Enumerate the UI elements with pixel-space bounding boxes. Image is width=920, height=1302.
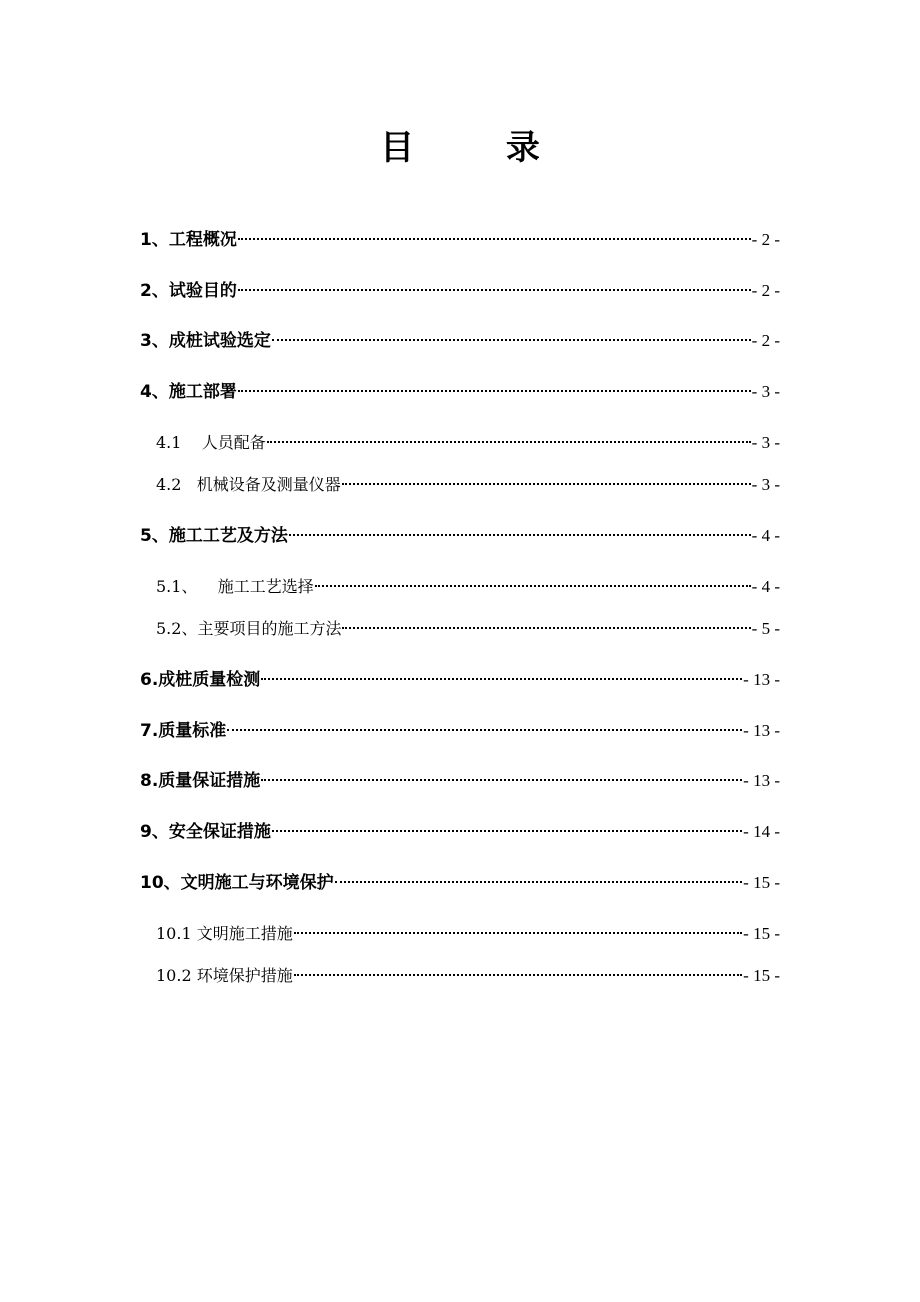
toc-entry[interactable] [140, 524, 780, 548]
toc-entry-label: 10.1 文明施工措施 [156, 924, 293, 943]
toc-entry-label: 3、成桩试验选定 [140, 331, 271, 351]
toc-entry[interactable] [156, 575, 780, 599]
toc-entry[interactable] [140, 279, 780, 303]
toc-entry-label: 4.1 人员配备 [156, 433, 266, 452]
toc-page-number: - 5 - [751, 619, 780, 638]
toc-dot-leader [238, 289, 751, 291]
toc-dot-leader [342, 627, 750, 629]
toc-page-number: - 13 - [743, 670, 780, 689]
toc-page-number: - 3 - [751, 382, 780, 401]
toc-entry-label: 10、文明施工与环境保护 [140, 873, 334, 893]
toc-page-number: - 2 - [751, 331, 780, 350]
toc-entry[interactable] [156, 473, 780, 497]
toc-dot-leader [267, 441, 751, 443]
toc-entry[interactable] [140, 668, 780, 692]
toc-entry[interactable] [156, 431, 780, 455]
toc-page-number: - 4 - [751, 577, 780, 596]
toc-entry-label: 9、安全保证措施 [140, 822, 271, 842]
toc-dot-leader [335, 881, 743, 883]
toc-dot-leader [272, 830, 742, 832]
toc-dot-leader [272, 339, 751, 341]
toc-page-number: - 2 - [751, 230, 780, 249]
toc-page-number: - 13 - [743, 771, 780, 790]
toc-entry[interactable] [140, 380, 780, 404]
toc-entry[interactable] [140, 719, 780, 743]
toc-entry[interactable] [156, 964, 780, 988]
toc-dot-leader [238, 390, 751, 392]
toc-entry-label: 5.2、主要项目的施工方法 [156, 619, 342, 638]
toc-entry-label: 10.2 环境保护措施 [156, 966, 293, 985]
toc-entry-label: 6.成桩质量检测 [140, 670, 261, 690]
toc-entry[interactable] [156, 922, 780, 946]
toc-entry[interactable] [140, 820, 780, 844]
toc-page-number: - 13 - [743, 721, 780, 740]
toc-entry-label: 5.1、 施工工艺选择 [156, 577, 314, 596]
toc-dot-leader [342, 483, 751, 485]
toc-dot-leader [289, 534, 751, 536]
toc-dot-leader [227, 729, 742, 731]
toc-entry-label: 4.2 机械设备及测量仪器 [156, 475, 341, 494]
toc-page-number: - 15 - [743, 966, 780, 985]
toc-page-number: - 15 - [743, 873, 780, 892]
toc-entry-label: 7.质量标准 [140, 721, 227, 741]
toc-entry-label: 2、试验目的 [140, 281, 237, 301]
toc-dot-leader [261, 779, 742, 781]
toc-entry[interactable] [140, 329, 780, 353]
toc-dot-leader [238, 238, 751, 240]
toc-page-number: - 4 - [751, 526, 780, 545]
toc-page-number: - 14 - [743, 822, 780, 841]
toc-entry-label: 8.质量保证措施 [140, 771, 261, 791]
toc-dot-leader [294, 974, 742, 976]
toc-title: 目 录 [380, 128, 580, 168]
toc-entry-label: 5、施工工艺及方法 [140, 526, 288, 546]
toc-dot-leader [294, 932, 742, 934]
toc-entry[interactable] [140, 871, 780, 895]
toc-page-number: - 3 - [751, 475, 780, 494]
toc-page-number: - 3 - [751, 433, 780, 452]
toc-dot-leader [315, 585, 751, 587]
toc-page-number: - 2 - [751, 281, 780, 300]
toc-page-number: - 15 - [743, 924, 780, 943]
toc-entry-label: 4、施工部署 [140, 382, 237, 402]
toc-dot-leader [261, 678, 742, 680]
toc-entry[interactable] [140, 228, 780, 252]
toc-entry[interactable] [140, 769, 780, 793]
toc-entry-label: 1、工程概况 [140, 230, 237, 250]
toc-entry[interactable] [156, 617, 780, 641]
